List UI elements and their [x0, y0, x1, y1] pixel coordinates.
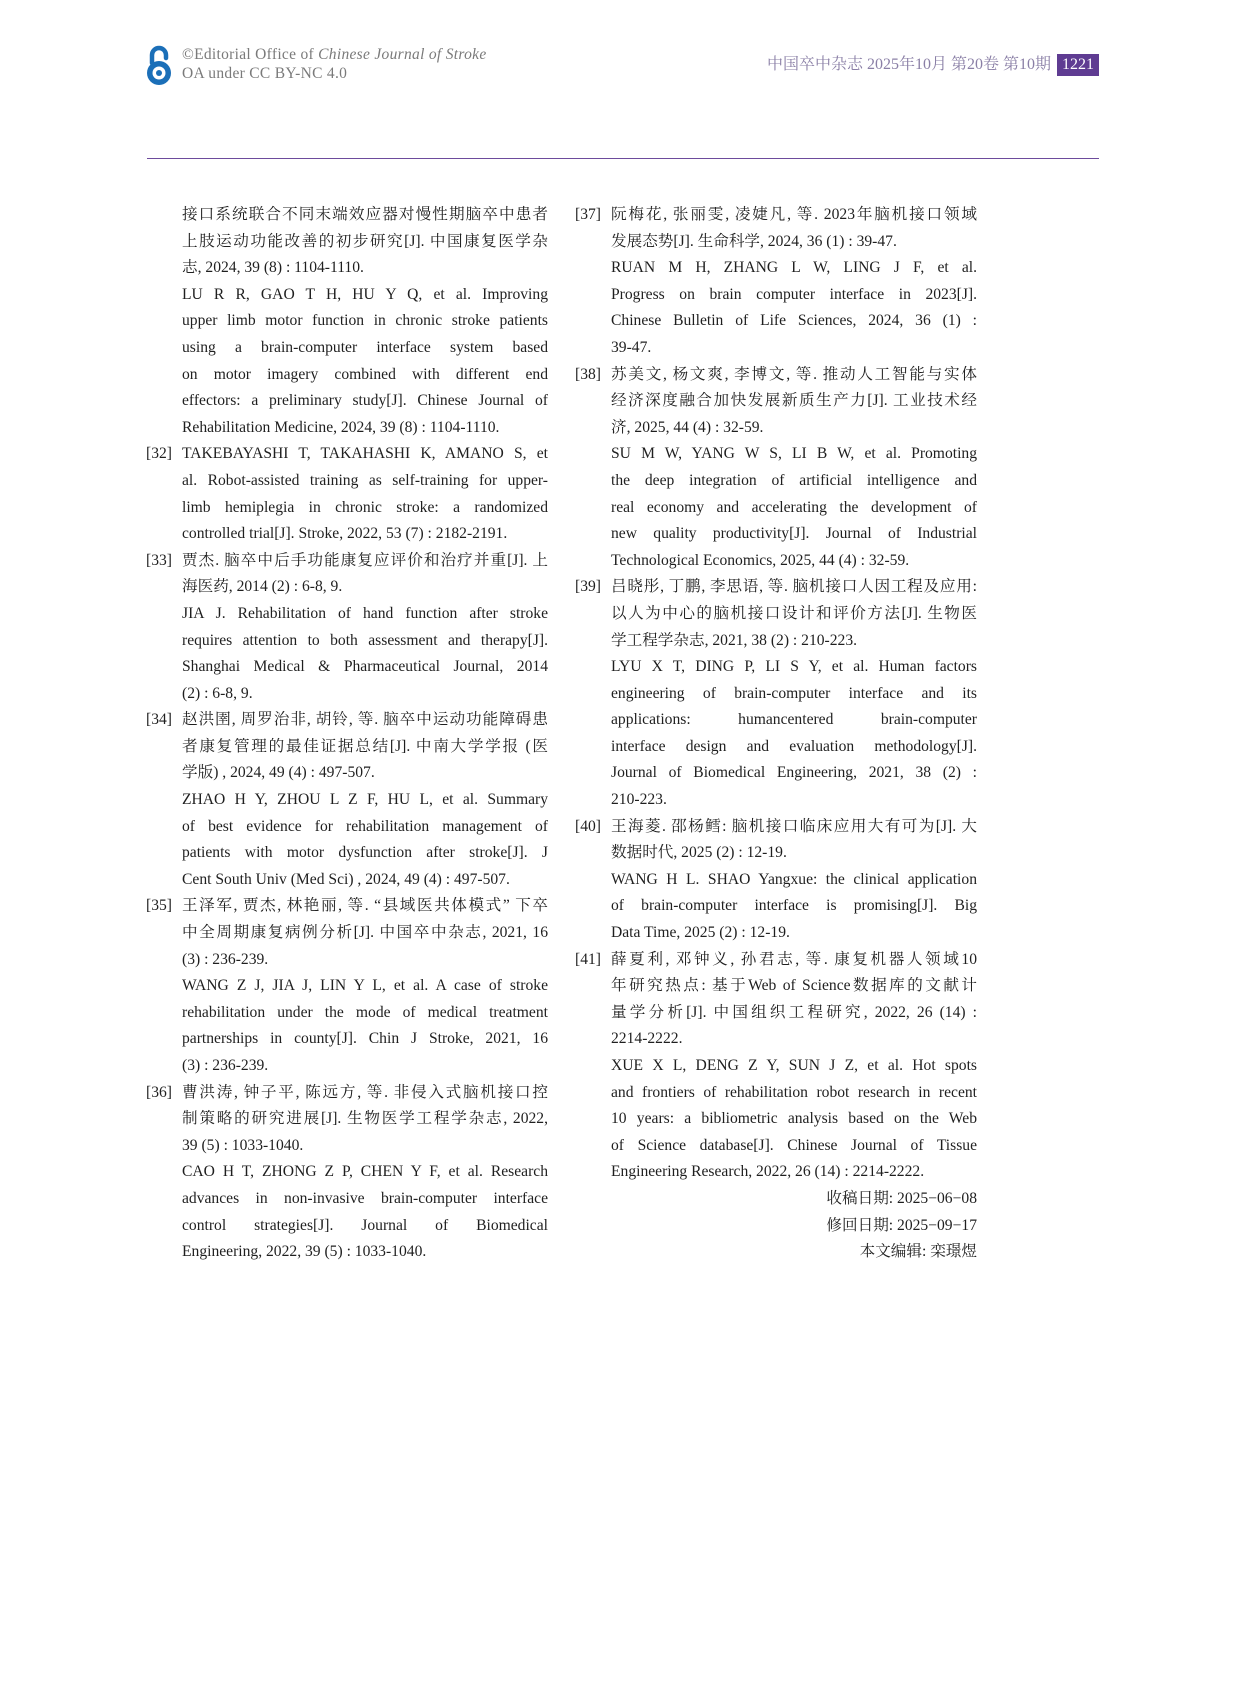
right-column [575, 202, 977, 1266]
reference-line: 王泽军, 贾杰, 林艳丽, 等. “县域医共体模式” 下卒 [182, 897, 548, 915]
reference-number: [37] [575, 206, 601, 223]
reference-line: 济, 2025, 44 (4) : 32-59. [611, 418, 764, 436]
reference-line: of best evidence for rehabilitation management of [182, 817, 548, 835]
reference-line: interface design and evaluation methodology[J]. [611, 737, 977, 755]
reference-line: al. Robot-assisted training as self-training for upper- [182, 471, 548, 489]
reference-line: Rehabilitation Medicine, 2024, 39 (8) : 1104-1110. [182, 418, 500, 436]
reference-line: limb hemiplegia in chronic stroke: a randomized [182, 498, 548, 516]
reference-line: XUE X L, DENG Z Y, SUN J Z, et al. Hot spots [611, 1057, 977, 1074]
reference-entry [575, 814, 977, 947]
reference-line: 数据时代, 2025 (2) : 12-19. [611, 844, 787, 862]
reference-line: LU R R, GAO T H, HU Y Q, et al. Improving [182, 285, 548, 303]
oa-copyright: ©Editorial Office of [182, 46, 319, 63]
reference-line: Journal of Biomedical Engineering, 2021, 38 (2) : [611, 764, 977, 782]
reference-number: [38] [575, 365, 601, 383]
reference-line: real economy and accelerating the development of [611, 498, 977, 516]
reference-line: 上肢运动功能改善的初步研究[J]. 中国康复医学杂 [182, 232, 548, 250]
reference-line: (3) : 236-239. [182, 950, 269, 968]
reference-line: 薛夏利, 邓钟义, 孙君志, 等. 康复机器人领域10 [611, 950, 977, 968]
reference-line: Chinese Bulletin of Life Sciences, 2024, 36 (1) : [611, 312, 977, 330]
reference-line: of Science database[J]. Chinese Journal of Tissue [611, 1136, 977, 1154]
reference-line: 学工程学杂志, 2021, 38 (2) : 210-223. [611, 631, 858, 649]
oa-notice [182, 45, 487, 83]
reference-line: 39-47. [611, 338, 652, 356]
reference-line: 210-223. [611, 791, 667, 809]
article-date-line: 本文编辑: 栾璟煜 [859, 1243, 977, 1261]
reference-number: [34] [146, 711, 172, 729]
article-date-line: 收稿日期: 2025−06−08 [826, 1189, 977, 1207]
reference-line: WANG H L. SHAO Yangxue: the clinical application [611, 870, 977, 888]
left-column [146, 202, 548, 1266]
article-date-line: 修回日期: 2025−09−17 [826, 1216, 977, 1234]
reference-line: effectors: a preliminary study[J]. Chinese Journal of [182, 392, 548, 410]
reference-line: Data Time, 2025 (2) : 12-19. [611, 924, 790, 942]
reference-number: [39] [575, 578, 601, 596]
reference-line: patients with motor dysfunction after stroke[J]. J [182, 844, 548, 862]
reference-line: TAKEBAYASHI T, TAKAHASHI K, AMANO S, et [182, 445, 548, 463]
reference-entry [575, 574, 977, 813]
reference-line: control strategies[J]. Journal of Biomedical [182, 1216, 548, 1234]
reference-line: Shanghai Medical & Pharmaceutical Journal, 2014 [182, 658, 548, 676]
reference-number: [40] [575, 817, 601, 835]
reference-line: 海医药, 2014 (2) : 6-8, 9. [182, 578, 343, 596]
reference-line: 者康复管理的最佳证据总结[J]. 中南大学学报 (医 [182, 737, 548, 755]
reference-line: WANG Z J, JIA J, LIN Y L, et al. A case of stroke [182, 977, 548, 995]
reference-line: applications: humancentered brain-computer [611, 711, 977, 729]
reference-line: (3) : 236-239. [182, 1057, 269, 1074]
reference-number: [32] [146, 445, 172, 463]
reference-line: 王海菱. 邵杨鳕: 脑机接口临床应用大有可为[J]. 大 [611, 817, 977, 835]
reference-entry [575, 947, 977, 1186]
reference-line: Cent South Univ (Med Sci) , 2024, 49 (4) : 497-507. [182, 870, 510, 888]
reference-line: requires attention to both assessment and therapy[J]. [182, 631, 548, 649]
reference-line: and frontiers of rehabilitation robot research in recent [611, 1083, 977, 1101]
reference-line: SU M W, YANG W S, LI B W, et al. Promoting [611, 445, 977, 463]
reference-line: 赵洪圉, 周罗治非, 胡铃, 等. 脑卒中运动功能障碍患 [182, 711, 548, 729]
reference-line: Engineering Research, 2022, 26 (14) : 2214-2222. [611, 1163, 925, 1181]
journal-name-italic: Chinese Journal of Stroke [318, 46, 487, 63]
reference-line: 志, 2024, 39 (8) : 1104-1110. [182, 259, 364, 277]
reference-entry [575, 202, 977, 362]
reference-line: 39 (5) : 1033-1040. [182, 1136, 304, 1154]
page-number-badge: 1221 [1057, 54, 1099, 76]
reference-number: [41] [575, 950, 601, 968]
reference-entry [146, 441, 548, 547]
reference-line: 经济深度融合加快发展新质生产力[J]. 工业技术经 [611, 392, 977, 410]
reference-line: 中全周期康复病例分析[J]. 中国卒中杂志, 2021, 16 [182, 924, 548, 942]
reference-line: new quality productivity[J]. Journal of Industrial [611, 525, 977, 543]
journal-issue-info: 中国卒中杂志 2025年10月 第20卷 第10期 [766, 56, 1051, 73]
reference-line: LYU X T, DING P, LI S Y, et al. Human factors [611, 658, 977, 676]
reference-line: 吕晓彤, 丁鹏, 李思语, 等. 脑机接口人因工程及应用: [611, 578, 977, 596]
reference-line: 阮梅花, 张丽雯, 凌婕凡, 等. 2023年脑机接口领域 [611, 206, 977, 223]
oa-license: OA under CC BY-NC 4.0 [182, 65, 348, 82]
reference-line: on motor imagery combined with different end [182, 365, 548, 383]
reference-entry [146, 1080, 548, 1266]
reference-line: engineering of brain-computer interface and its [611, 684, 977, 702]
reference-line: 曹洪涛, 钟子平, 陈远方, 等. 非侵入式脑机接口控 [182, 1083, 548, 1101]
reference-line: Progress on brain computer interface in 2023[J]. [611, 285, 977, 303]
reference-number: [36] [146, 1083, 172, 1101]
reference-line: RUAN M H, ZHANG L W, LING J F, et al. [611, 259, 977, 277]
reference-line: controlled trial[J]. Stroke, 2022, 53 (7) : 2182-2191. [182, 525, 508, 543]
reference-line: Technological Economics, 2025, 44 (4) : 32-59. [611, 551, 910, 569]
reference-line: 制策略的研究进展[J]. 生物医学工程学杂志, 2022, [182, 1110, 548, 1128]
reference-line: 10 years: a bibliometric analysis based on the Web [611, 1110, 977, 1128]
reference-line: the deep integration of artificial intelligence and [611, 471, 977, 489]
reference-number: [33] [146, 551, 172, 569]
reference-entry [575, 362, 977, 575]
reference-line: 以人为中心的脑机接口设计和评价方法[J]. 生物医 [611, 604, 977, 622]
reference-line: 接口系统联合不同末端效应器对慢性期脑卒中患者 [182, 206, 548, 223]
open-access-lock-icon [144, 43, 174, 87]
reference-line: rehabilitation under the mode of medical treatment [182, 1003, 548, 1021]
reference-continuation [146, 202, 548, 441]
reference-entry [146, 548, 548, 708]
reference-entry [146, 707, 548, 893]
reference-line: 贾杰. 脑卒中后手功能康复应评价和治疗并重[J]. 上 [182, 551, 548, 569]
reference-line: 学版) , 2024, 49 (4) : 497-507. [182, 764, 375, 782]
header-divider [147, 158, 1099, 159]
journal-header [767, 54, 1099, 76]
reference-line: partnerships in county[J]. Chin J Stroke, 2021, 16 [182, 1030, 548, 1048]
reference-line: 量学分析[J]. 中国组织工程研究, 2022, 26 (14) : [611, 1003, 977, 1021]
reference-line: upper limb motor function in chronic stroke patients [182, 312, 548, 330]
reference-line: 苏美文, 杨文爽, 李博文, 等. 推动人工智能与实体 [611, 365, 977, 383]
reference-line: advances in non-invasive brain-computer interface [182, 1189, 548, 1207]
reference-line: 2214-2222. [611, 1030, 683, 1048]
reference-number: [35] [146, 897, 172, 915]
reference-line: JIA J. Rehabilitation of hand function after stroke [182, 604, 548, 622]
reference-line: of brain-computer interface is promising[J]. Big [611, 897, 977, 915]
reference-line: Engineering, 2022, 39 (5) : 1033-1040. [182, 1243, 427, 1261]
reference-entry [146, 893, 548, 1079]
reference-line: CAO H T, ZHONG Z P, CHEN Y F, et al. Research [182, 1163, 548, 1181]
reference-line: ZHAO H Y, ZHOU L Z F, HU L, et al. Summary [182, 791, 548, 809]
reference-line: (2) : 6-8, 9. [182, 684, 253, 702]
article-dates [575, 1186, 977, 1266]
reference-line: using a brain-computer interface system based [182, 338, 548, 356]
reference-line: 发展态势[J]. 生命科学, 2024, 36 (1) : 39-47. [611, 232, 897, 250]
reference-line: 年研究热点: 基于Web of Science数据库的文献计 [611, 977, 977, 995]
